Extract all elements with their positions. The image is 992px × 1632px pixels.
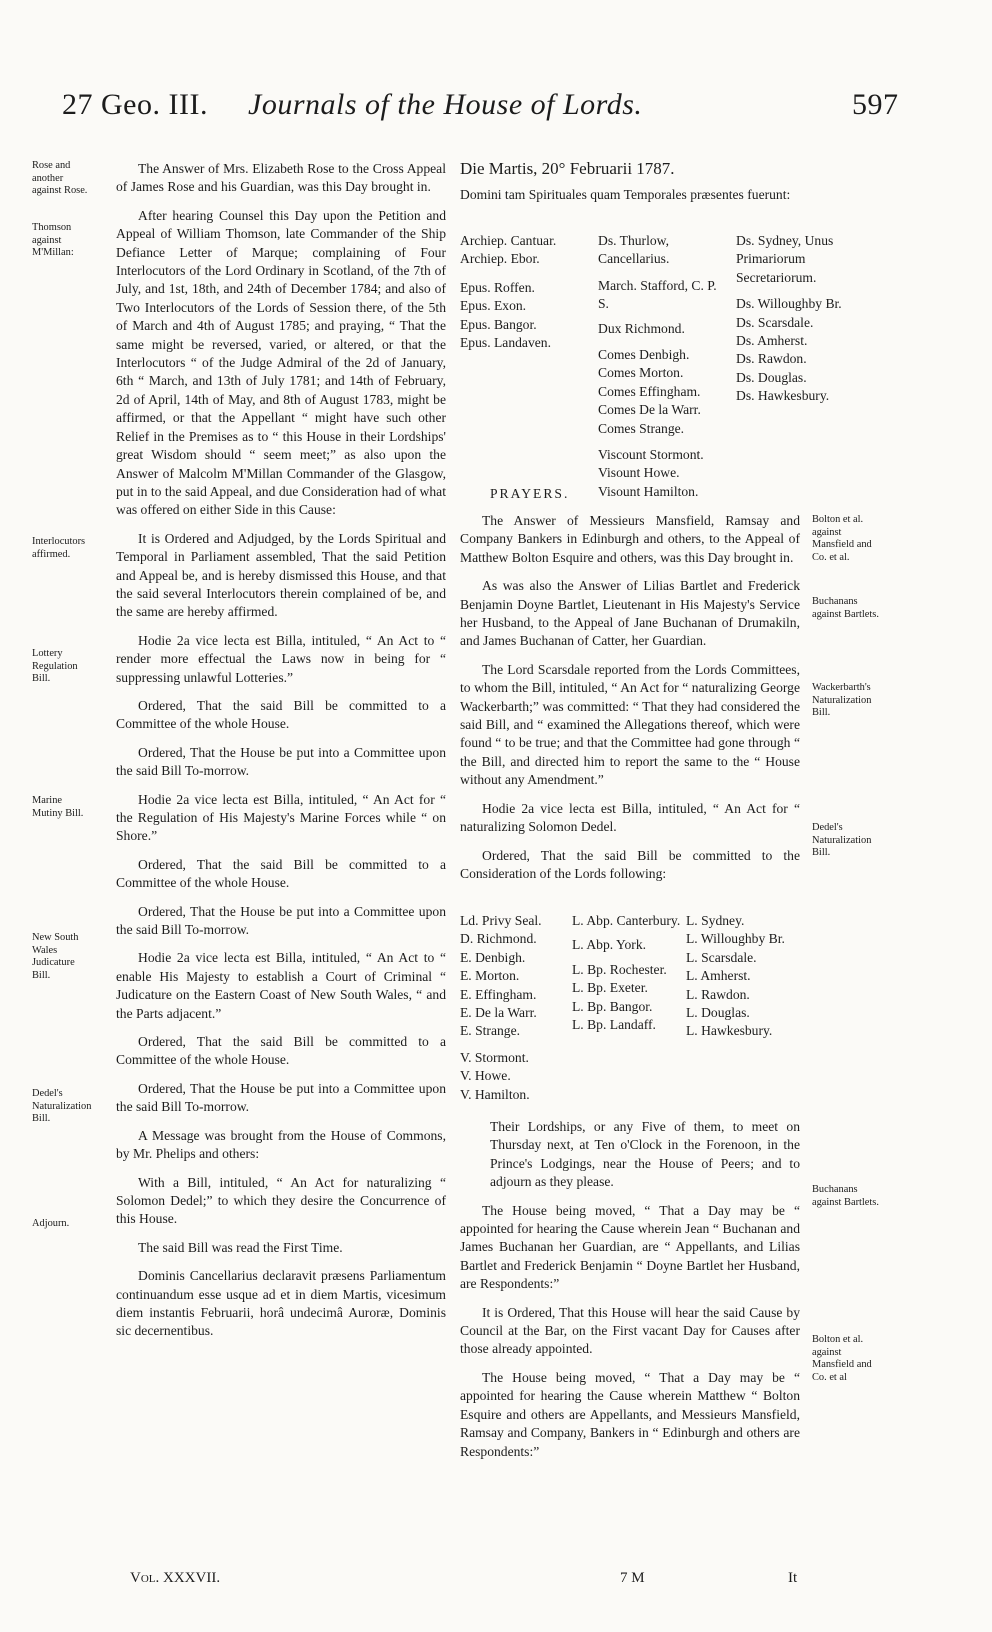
committee-member: L. Bp. Landaff. (572, 1017, 656, 1033)
lord-entry: Archiep. Cantuar. (460, 233, 557, 248)
lord-entry: Visount Hamilton. (598, 483, 699, 499)
lord-entry: Ds. Amherst. (736, 333, 808, 349)
margin-note-adjourn: Adjourn. (32, 1218, 70, 1229)
paragraph: Ordered, That the said Bill be committed to the Consideration of the Lords following: (460, 847, 800, 881)
paragraph: After hearing Counsel this Day upon the Petition and Appeal of William Thomson, late Commander of the Ship Defiance Letter of Marque; complaining of Four Interlocutors of the Lord Ordinary in Scotland, of the 7th of July, and 1st, 18th, and 24th of December 1784; and also of Two Interlocutors of the Lords of Session there, of the 5th of March and 4th of August 1785; and praying, “ That the same might be reversed, varied, or altered, or that the Interlocutors “ of the Judge Admiral of the 2d of January, 6th “ March, and 13th of July 1781; and 14th of February, 2d of April, 14th of May, and 8th of August 1783, might be affirmed, or that the Appellant “ might have such other Relief in the Premises as to “ this House in their Lordships' great Wisdom should “ seem meet;” as also upon the Answer of Malcolm M'Millan Commander of the Glasgow, put in to the said Appeal, and due Consideration had of what was offered on either Side in this Cause: (116, 207, 446, 518)
header-journal-title: Journals of the House of Lords. (248, 88, 643, 121)
margin-note-rose: Rose and another against Rose. (32, 160, 88, 197)
lord-entry: Epus. Bangor. (460, 316, 537, 332)
committee-member: L. Abp. Canterbury. (572, 913, 681, 928)
margin-note-buchanans: Buchanans against Bartlets. (812, 596, 879, 620)
lord-entry: Epus. Roffen. (460, 279, 535, 295)
paragraph: Hodie 2a vice lecta est Billa, intituled, “ An Act for “ naturalizing Solomon Dedel. (460, 800, 800, 835)
lord-entry: Ds. Sydney, Unus Primariorum Secretariorum. (736, 233, 834, 285)
committee-member: E. Denbigh. (460, 949, 526, 965)
committee-list-col2 (572, 912, 682, 1034)
committee-member: V. Hamilton. (460, 1086, 530, 1102)
margin-note-bolton: Bolton et al. against Mansfield and Co. et al. (812, 514, 872, 563)
margin-note-dedel: Dedel's Naturalization Bill. (32, 1088, 92, 1125)
paragraph: With a Bill, intituled, “ An Act for naturalizing “ Solomon Dedel;” to which they desire the Concurrence of this House. (116, 1174, 446, 1227)
left-column (116, 160, 446, 1351)
margin-note-marine-mutiny: Marine Mutiny Bill. (32, 795, 84, 819)
paragraph: The Answer of Mrs. Elizabeth Rose to the Cross Appeal of James Rose and his Guardian, was this Day brought in. (116, 161, 446, 195)
committee-list-col1 (460, 912, 570, 1104)
footer-volume: Vol. XXXVII. (130, 1570, 221, 1586)
committee-member: E. Effingham. (460, 986, 537, 1002)
margin-note-interlocutors: Interlocutors affirmed. (32, 536, 86, 560)
lord-entry: Epus. Exon. (460, 298, 527, 314)
committee-member: V. Howe. (460, 1068, 511, 1084)
paragraph: The Lord Scarsdale reported from the Lords Committees, to whom the Bill, intituled, “ An Act for “ naturalizing George Wackerbarth;” was committed: “ That they had considered the said Bill, and “ examined the Allegations thereof, which were found “ to be true; and that the Committee had gone through “ the Bill, and directed him to report the same to the “ House without any Amendment.” (460, 661, 800, 788)
footer-catchword: It (788, 1570, 798, 1586)
paragraph: It is Ordered and Adjudged, by the Lords Spiritual and Temporal in Parliament assembled, That the said Petition and Appeal be, and is hereby dismissed this House, and that the said several Interlocutors therein complained of be, and the same are hereby affirmed. (116, 530, 446, 620)
lord-entry: Archiep. Ebor. (460, 251, 540, 267)
paragraph: As was also the Answer of Lilias Bartlet and Frederick Benjamin Doyne Bartlet, Lieutenant in His Majesty's Service her Husband, to the Appeal of Jane Buchanan of Drumakiln, and James Buchanan of Catter, her Guardian. (460, 578, 800, 649)
paragraph: The House being moved, “ That a Day may be “ appointed for hearing the Cause wherein Jean “ Buchanan and James Buchanan her Guardian, are “ Appellants, and Lilias Bartlet and Frederick Benjamin “ Doyne Bartlet her Husband, are Respondents:” (460, 1202, 800, 1292)
committee-member: L. Douglas. (686, 1005, 750, 1021)
paragraph: Hodie 2a vice lecta est Billa, intituled, “ An Act to “ render more effectual the Laws now in being for “ suppressing unlawful Lotteries.” (116, 632, 446, 685)
lord-entry: March. Stafford, C. P. S. (598, 277, 717, 312)
right-column (460, 512, 800, 893)
margin-note-wackerbarth: Wackerbarth's Naturalization Bill. (812, 682, 872, 719)
right-column-continued (460, 1118, 800, 1471)
committee-member: E. De la Warr. (460, 1005, 537, 1021)
paragraph: Ordered, That the House be put into a Committee upon the said Bill To-morrow. (116, 1080, 446, 1115)
committee-member: L. Sydney. (686, 913, 745, 928)
paragraph: The Answer of Messieurs Mansfield, Ramsay and Company Bankers in Edinburgh and others, to the Appeal of Matthew Bolton Esquire and others, was this Day brought in. (460, 513, 800, 565)
paragraph: The House being moved, “ That a Day may be “ appointed for hearing the Cause wherein Matthew “ Bolton Esquire and others are Appellants, and Messieurs Mansfield, Ramsay and Company, Bankers in “ Edinburgh and others are Respondents:” (460, 1369, 800, 1459)
committee-member: L. Bp. Bangor. (572, 998, 653, 1014)
paragraph: Hodie 2a vice lecta est Billa, intituled, “ An Act for “ the Regulation of His Majesty's Marine Forces while “ on Shore.” (116, 791, 446, 844)
committee-member: L. Scarsdale. (686, 949, 757, 965)
committee-member: D. Richmond. (460, 931, 537, 947)
lord-entry: Comes De la Warr. (598, 402, 701, 418)
committee-member: E. Strange. (460, 1023, 521, 1039)
paragraph: Ordered, That the House be put into a Committee upon the said Bill To-morrow. (116, 903, 446, 938)
lord-entry: Ds. Hawkesbury. (736, 388, 830, 404)
committee-member: L. Bp. Rochester. (572, 961, 667, 977)
lord-entry: Comes Morton. (598, 365, 684, 381)
lords-temporal-list-a (598, 232, 728, 501)
lord-entry: Dux Richmond. (598, 320, 685, 336)
lord-entry: Comes Denbigh. (598, 347, 690, 363)
paragraph: Ordered, That the said Bill be committed to a Committee of the whole House. (116, 856, 446, 891)
committee-list-col3 (686, 912, 806, 1041)
footer-signature: 7 M (620, 1570, 645, 1586)
lord-entry: Ds. Rawdon. (736, 351, 807, 367)
lord-entry: Ds. Scarsdale. (736, 314, 814, 330)
paragraph: The said Bill was read the First Time. (138, 1239, 343, 1255)
committee-member: L. Hawkesbury. (686, 1023, 773, 1039)
margin-note-dedel-right: Dedel's Naturalization Bill. (812, 822, 872, 859)
committee-member: L. Amherst. (686, 968, 751, 984)
lords-spiritual-list (460, 232, 568, 352)
paragraph: Dominis Cancellarius declaravit præsens Parliamentum continuandum esse usque ad et in diem Martis, vicesimum diem instantis Februarii, horâ undecimâ Auroræ, Dominis sic decernentibus. (116, 1268, 446, 1339)
margin-note-nsw-judicature: New South Wales Judicature Bill. (32, 932, 79, 981)
paragraph: Hodie 2a vice lecta est Billa, intituled, “ An Act to “ enable His Majesty to establish a Court of Criminal “ Judicature on the Eastern Coast of New South Wales, “ and the Parts adjacent.” (116, 950, 446, 1021)
margin-note-buchanans-2: Buchanans against Bartlets. (812, 1184, 879, 1208)
committee-member: V. Stormont. (460, 1049, 529, 1065)
presence-line: Domini tam Spirituales quam Temporales præsentes fuerunt: (460, 187, 791, 202)
committee-member: L. Rawdon. (686, 986, 750, 1002)
committee-member: L. Willoughby Br. (686, 931, 785, 947)
lord-entry: Ds. Douglas. (736, 369, 807, 385)
lord-entry: Ds. Willoughby Br. (736, 296, 842, 312)
sitting-date: Die Martis, 20° Februarii 1787. (460, 159, 675, 178)
committee-member: E. Morton. (460, 968, 520, 984)
margin-note-lottery-bill: Lottery Regulation Bill. (32, 648, 78, 685)
lord-entry: Comes Strange. (598, 420, 685, 436)
sitting-header (460, 158, 805, 204)
paragraph: It is Ordered, That this House will hear the said Cause by Council at the Bar, on the First vacant Day for Causes after those already appointed. (460, 1304, 800, 1357)
header-regnal-year: 27 Geo. III. (62, 88, 208, 121)
paragraph: Ordered, That the House be put into a Committee upon the said Bill To-morrow. (116, 744, 446, 779)
paragraph: Ordered, That the said Bill be committed to a Committee of the whole House. (116, 1034, 446, 1068)
paragraph: Their Lordships, or any Five of them, to meet on Thursday next, at Ten o'Clock in the Forenoon, in the Prince's Lodgings, near the House of Peers; and to adjourn as they please. (490, 1119, 800, 1190)
lord-entry: Epus. Landaven. (460, 335, 551, 351)
paragraph: A Message was brought from the House of Commons, by Mr. Phelips and others: (116, 1127, 446, 1162)
lord-entry: Comes Effingham. (598, 383, 701, 399)
margin-note-thomson: Thomson against M'Millan: (32, 222, 74, 259)
committee-member: L. Abp. York. (572, 937, 647, 953)
lord-entry: Visount Howe. (598, 465, 680, 481)
lord-entry: Ds. Thurlow, Cancellarius. (598, 233, 670, 267)
committee-member: Ld. Privy Seal. (460, 913, 542, 928)
paragraph: Ordered, That the said Bill be committed to a Committee of the whole House. (116, 697, 446, 732)
committee-member: L. Bp. Exeter. (572, 980, 648, 996)
lord-entry: Viscount Stormont. (598, 447, 704, 463)
margin-note-bolton-2: Bolton et al. against Mansfield and Co. et al (812, 1334, 872, 1383)
page-number: 597 (852, 88, 899, 121)
lords-temporal-list-b (736, 232, 846, 406)
prayers-heading: PRAYERS. (490, 486, 570, 501)
